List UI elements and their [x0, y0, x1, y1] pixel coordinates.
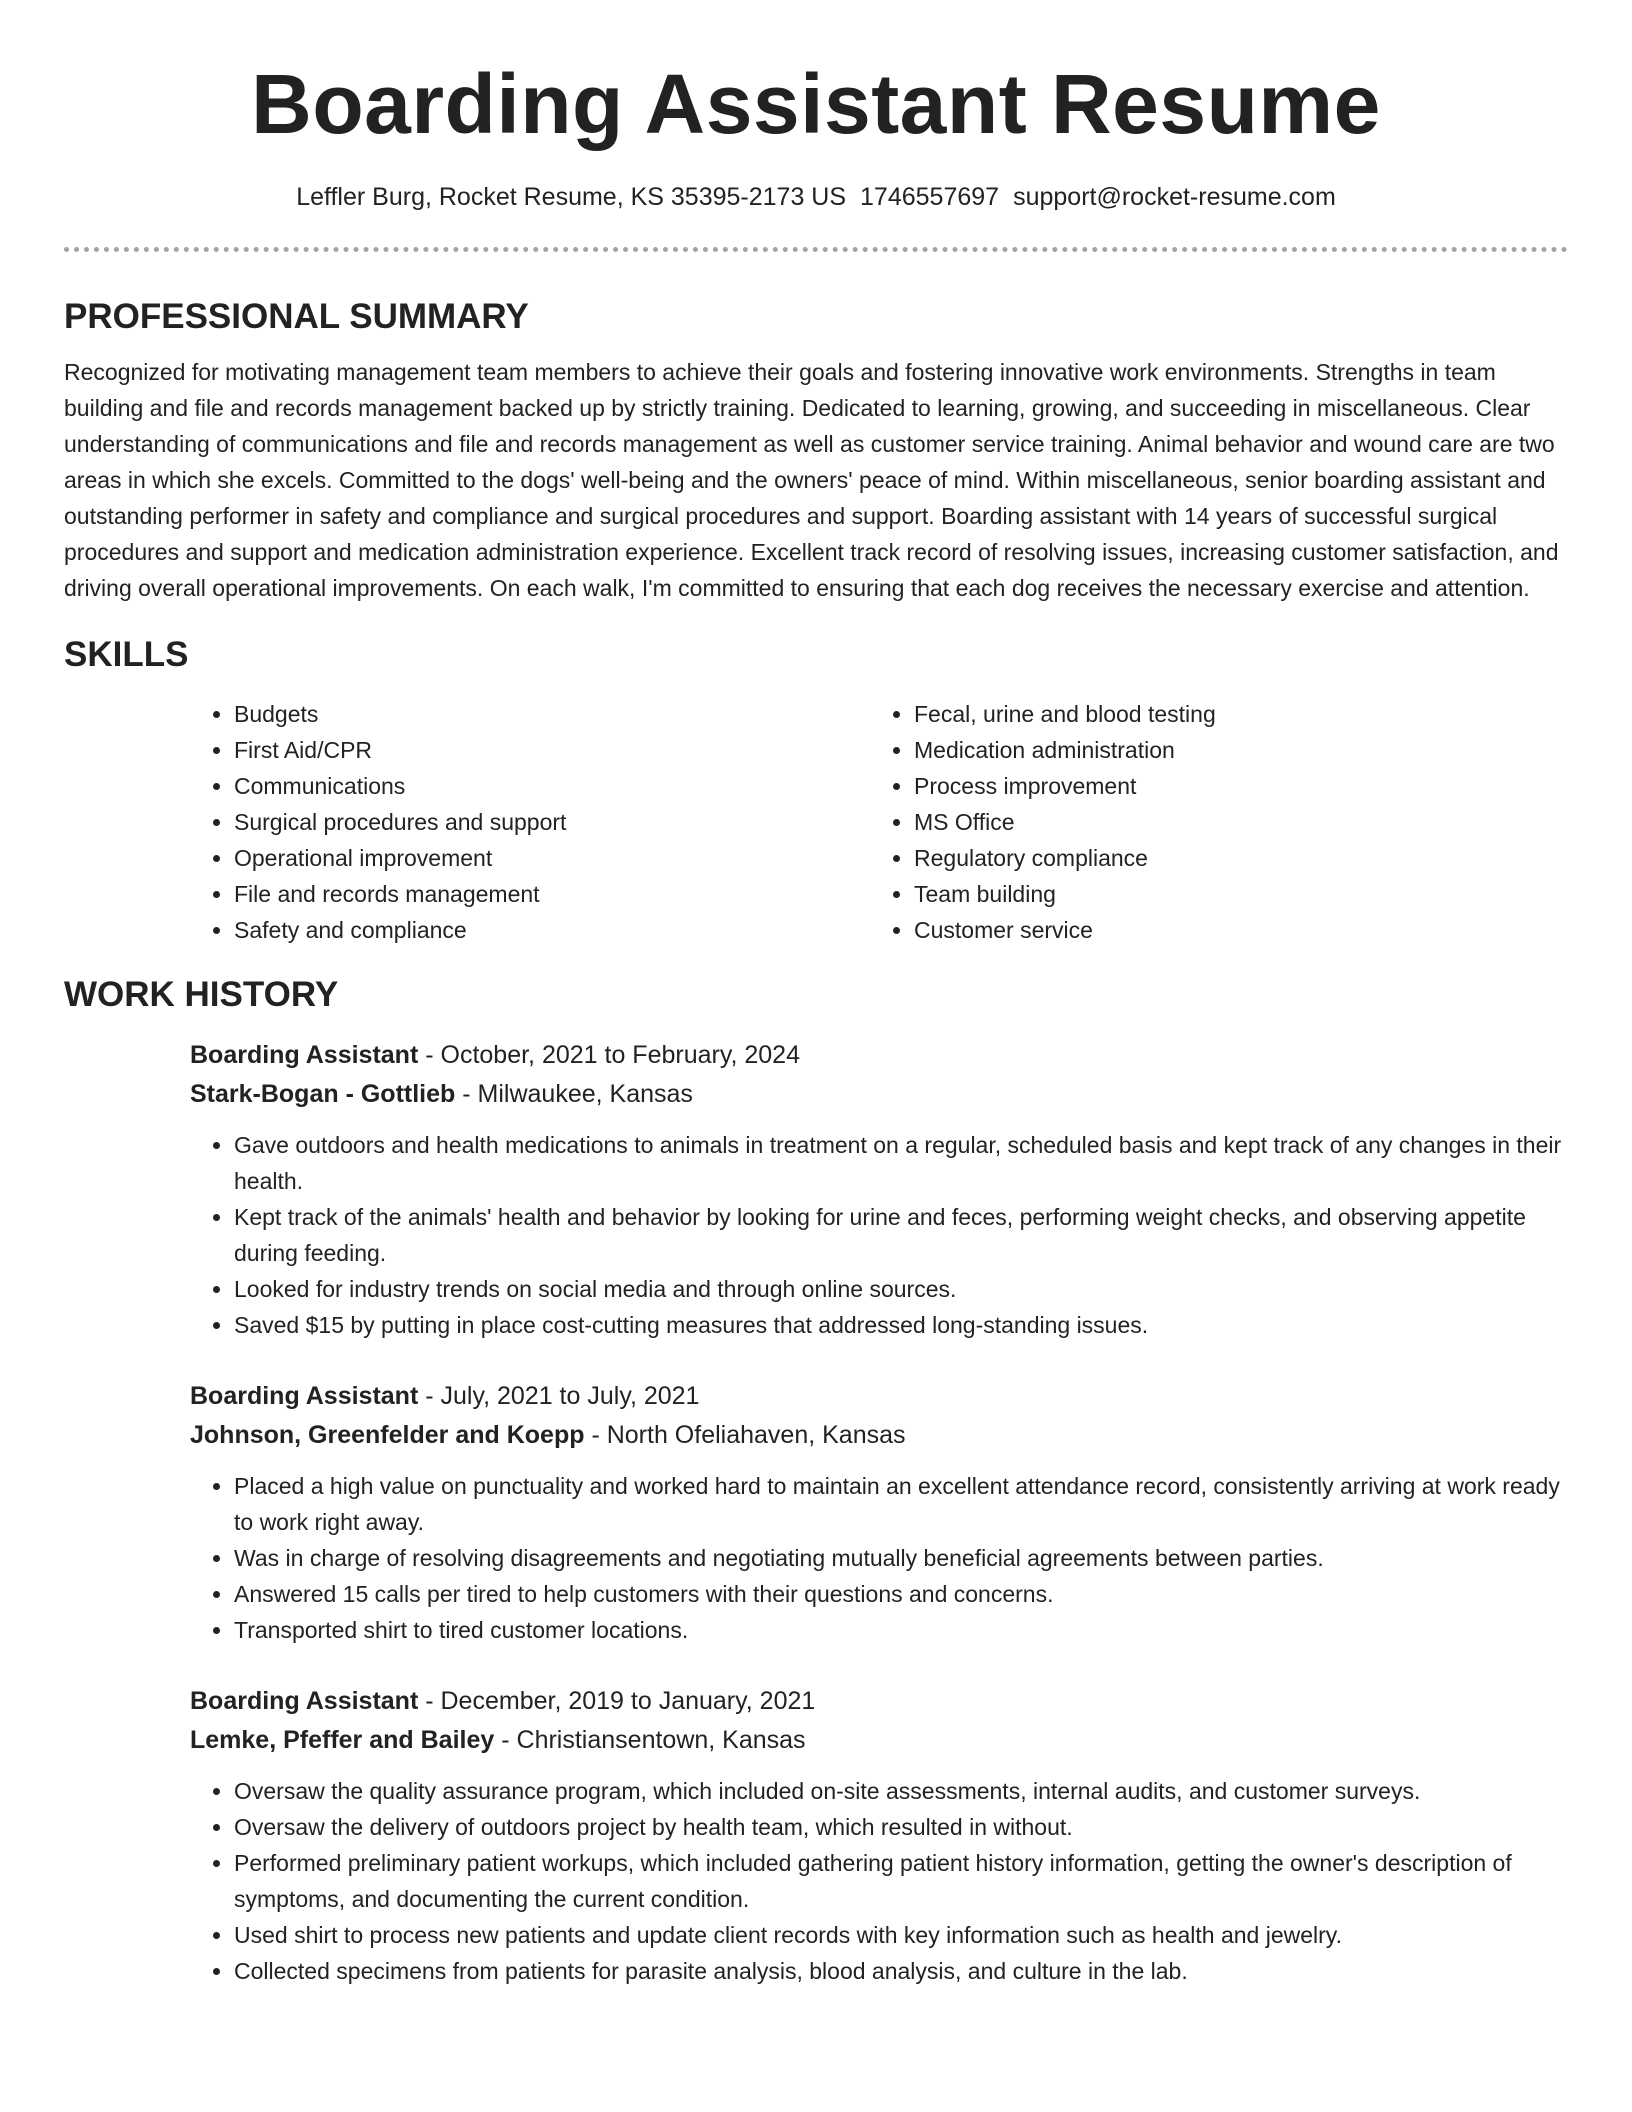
skill-item: • MS Office — [914, 804, 1550, 840]
resume-page — [64, 0, 1568, 1989]
skill-item: • Communications — [234, 768, 870, 804]
job-bullet: • Oversaw the quality assurance program, which included on-site assessments, internal audits, and customer surveys. — [234, 1773, 1568, 1809]
job-dates: - July, 2021 to July, 2021 — [425, 1382, 700, 1410]
job-bullet: • Looked for industry trends on social media and through online sources. — [234, 1271, 1568, 1307]
job-company: Johnson, Greenfelder and Koepp — [190, 1421, 585, 1449]
job-entry — [190, 1377, 1568, 1648]
job-bullet: • Oversaw the delivery of outdoors project by health team, which resulted in without. — [234, 1809, 1568, 1845]
skill-item: • Budgets — [234, 696, 870, 732]
skill-item: • Medication administration — [914, 732, 1550, 768]
job-company-line — [190, 1416, 1568, 1455]
job-bullet: • Answered 15 calls per tired to help customers with their questions and concerns. — [234, 1576, 1568, 1612]
skill-item: • Operational improvement — [234, 840, 870, 876]
contact-line — [64, 180, 1568, 214]
job-bullet: • Gave outdoors and health medications to animals in treatment on a regular, scheduled basis and kept track of any changes in their health. — [234, 1127, 1568, 1199]
resume-title: Boarding Assistant Resume — [251, 57, 1381, 151]
job-title-line — [190, 1377, 1568, 1416]
job-company: Stark-Bogan - Gottlieb — [190, 1080, 456, 1108]
job-bullet: • Performed preliminary patient workups, which included gathering patient history information, getting the owner's description of symptoms, and documenting the current condition. — [234, 1845, 1568, 1917]
skill-item: • First Aid/CPR — [234, 732, 870, 768]
header-divider — [64, 247, 1568, 252]
skill-item: • Safety and compliance — [234, 912, 870, 948]
skills-list — [190, 696, 1568, 948]
job-location: - Milwaukee, Kansas — [462, 1080, 693, 1108]
job-bullet: • Kept track of the animals' health and behavior by looking for urine and feces, performing weight checks, and observing appetite during feeding. — [234, 1199, 1568, 1271]
skill-item: • File and records management — [234, 876, 870, 912]
skills-column-left — [190, 696, 870, 948]
contact-phone: 1746557697 — [860, 183, 1000, 211]
job-title: Boarding Assistant — [190, 1041, 419, 1069]
job-dates: - December, 2019 to January, 2021 — [425, 1687, 816, 1715]
job-dates: - October, 2021 to February, 2024 — [425, 1041, 800, 1069]
job-title: Boarding Assistant — [190, 1382, 419, 1410]
job-bullets — [190, 1468, 1568, 1648]
skill-item: • Team building — [914, 876, 1550, 912]
skill-item: • Surgical procedures and support — [234, 804, 870, 840]
skill-item: • Fecal, urine and blood testing — [914, 696, 1550, 732]
job-company-line — [190, 1721, 1568, 1760]
job-company-line — [190, 1075, 1568, 1114]
job-location: - Christiansentown, Kansas — [501, 1726, 806, 1754]
job-company: Lemke, Pfeffer and Bailey — [190, 1726, 495, 1754]
skills-column-right — [870, 696, 1550, 948]
job-bullet: • Saved $15 by putting in place cost-cutting measures that addressed long-standing issues. — [234, 1307, 1568, 1343]
job-bullet: • Transported shirt to tired customer locations. — [234, 1612, 1568, 1648]
work-history-heading: WORK HISTORY — [64, 975, 339, 1014]
job-bullet: • Collected specimens from patients for parasite analysis, blood analysis, and culture in the lab. — [234, 1953, 1568, 1989]
summary-heading: PROFESSIONAL SUMMARY — [64, 297, 529, 336]
job-bullets — [190, 1127, 1568, 1343]
job-bullets — [190, 1773, 1568, 1989]
job-title: Boarding Assistant — [190, 1687, 419, 1715]
job-title-line — [190, 1036, 1568, 1075]
skill-item: • Process improvement — [914, 768, 1550, 804]
job-entry — [190, 1682, 1568, 1989]
job-bullet: • Was in charge of resolving disagreements and negotiating mutually beneficial agreements between parties. — [234, 1540, 1568, 1576]
job-bullet: • Used shirt to process new patients and update client records with key information such as health and jewelry. — [234, 1917, 1568, 1953]
skill-item: • Customer service — [914, 912, 1550, 948]
summary-text: Recognized for motivating management team members to achieve their goals and fostering innovative work environments. Strengths in team building and file and records management backed up by strictly training. Dedicated to learning, growing, and succeeding in miscellaneous. Clear understanding of communications and file and records management as well as customer service training. Animal behavior and wound care are two areas in which she excels. Committed to the dogs' well-being and the owners' peace of mind. Within miscellaneous, senior boarding assistant and outstanding performer in safety and compliance and surgical procedures and support. Boarding assistant with 14 years of successful surgical procedures and support and medication administration experience. Excellent track record of resolving issues, increasing customer satisfaction, and driving overall operational improvements. On each walk, I'm committed to ensuring that each dog receives the necessary exercise and attention. — [64, 359, 1559, 601]
job-bullet: • Placed a high value on punctuality and worked hard to maintain an excellent attendance record, consistently arriving at work ready to work right away. — [234, 1468, 1568, 1540]
job-title-line — [190, 1682, 1568, 1721]
job-entry — [190, 1036, 1568, 1343]
contact-address: Leffler Burg, Rocket Resume, KS 35395-2173 US — [296, 183, 847, 211]
skills-heading: SKILLS — [64, 635, 189, 674]
job-location: - North Ofeliahaven, Kansas — [591, 1421, 906, 1449]
skill-item: • Regulatory compliance — [914, 840, 1550, 876]
contact-email[interactable]: support@rocket-resume.com — [1013, 183, 1336, 211]
